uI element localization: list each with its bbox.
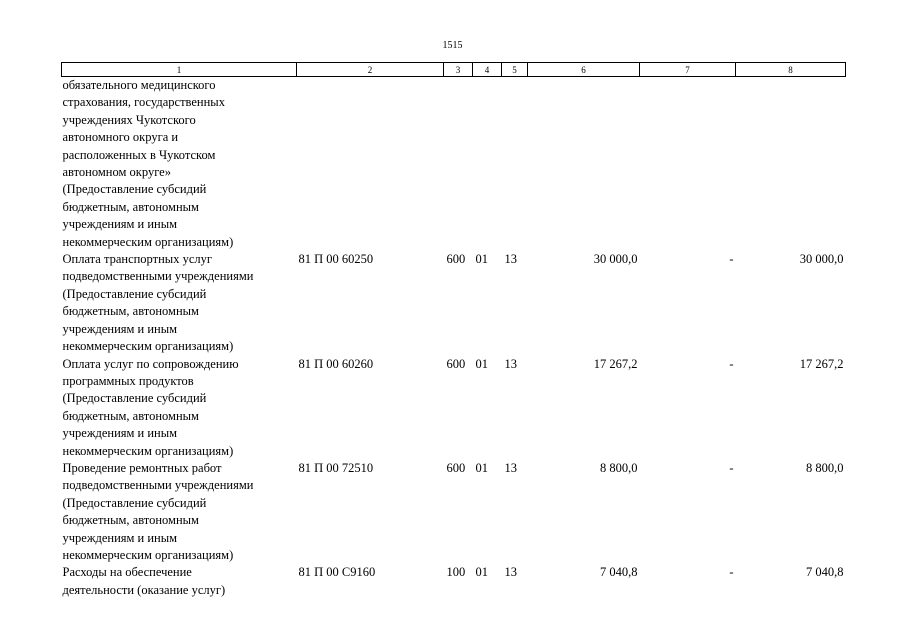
row-vr: 100 <box>446 565 466 580</box>
page-number: 1515 <box>442 40 463 51</box>
row-sum: 8 800,0 <box>600 460 638 475</box>
row-pr: 13 <box>504 356 517 371</box>
header-col-8: 8 <box>736 63 846 77</box>
row-rz <box>473 77 502 252</box>
row-code: 81 П 00 С9160 <box>298 565 376 580</box>
row-name: Оплата услуг по сопровождению программных продуктов (Предоставление субсидий бюджетным, автономным учреждениям и иным некоммерческим организациям) <box>62 356 239 458</box>
row-change: - <box>729 565 734 580</box>
row-rz: 01 <box>475 252 488 267</box>
row-vr: 600 <box>446 356 466 371</box>
row-total: 7 040,8 <box>806 565 844 580</box>
header-col-4: 4 <box>473 63 502 77</box>
row-name: Расходы на обеспечение деятельности (оказание услуг) <box>62 565 226 597</box>
row-rz: 01 <box>475 356 488 371</box>
header-col-5: 5 <box>502 63 528 77</box>
row-total <box>736 77 846 252</box>
row-sum <box>528 77 640 252</box>
row-code: 81 П 00 72510 <box>298 460 374 475</box>
row-total: 17 267,2 <box>799 356 844 371</box>
row-vr: 600 <box>446 252 466 267</box>
row-pr: 13 <box>504 565 517 580</box>
row-name: обязательного медицинского страхования, государственных учреждениях Чукотского автономного округа и расположенных в Чукотском автономном округе» (Предоставление субсидий бюджетным, автономным учреждениям и иным некоммерческим организациям) <box>62 78 234 249</box>
row-change: - <box>729 252 734 267</box>
header-col-6: 6 <box>528 63 640 77</box>
row-sum: 30 000,0 <box>593 252 638 267</box>
row-code <box>297 77 444 252</box>
table-header <box>62 63 846 77</box>
row-vr: 600 <box>446 460 466 475</box>
table-row <box>62 356 846 460</box>
row-name: Проведение ремонтных работ подведомственными учреждениями (Предоставление субсидий бюджетным, автономным учреждениям и иным некоммерческим организациям) <box>62 460 254 562</box>
row-vr <box>444 77 473 252</box>
header-col-3: 3 <box>444 63 473 77</box>
table-row <box>62 77 846 252</box>
row-name: Оплата транспортных услуг подведомственными учреждениями (Предоставление субсидий бюджетным, автономным учреждениям и иным некоммерческим организациям) <box>62 252 254 354</box>
table-row <box>62 251 846 355</box>
row-code: 81 П 00 60260 <box>298 356 374 371</box>
row-total: 8 800,0 <box>806 460 844 475</box>
row-sum: 17 267,2 <box>593 356 638 371</box>
row-pr: 13 <box>504 460 517 475</box>
header-col-2: 2 <box>297 63 444 77</box>
row-total: 30 000,0 <box>799 252 844 267</box>
row-pr: 13 <box>504 252 517 267</box>
header-col-1: 1 <box>62 63 297 77</box>
table-row <box>62 564 846 599</box>
header-col-7: 7 <box>640 63 736 77</box>
row-code: 81 П 00 60250 <box>298 252 374 267</box>
row-change: - <box>729 356 734 371</box>
row-sum: 7 040,8 <box>600 565 638 580</box>
row-rz: 01 <box>475 565 488 580</box>
table-body <box>62 77 846 600</box>
header-row <box>62 63 846 77</box>
row-change: - <box>729 460 734 475</box>
table-row <box>62 460 846 564</box>
row-rz: 01 <box>475 460 488 475</box>
row-change <box>640 77 736 252</box>
budget-table <box>61 62 846 599</box>
row-pr <box>502 77 528 252</box>
